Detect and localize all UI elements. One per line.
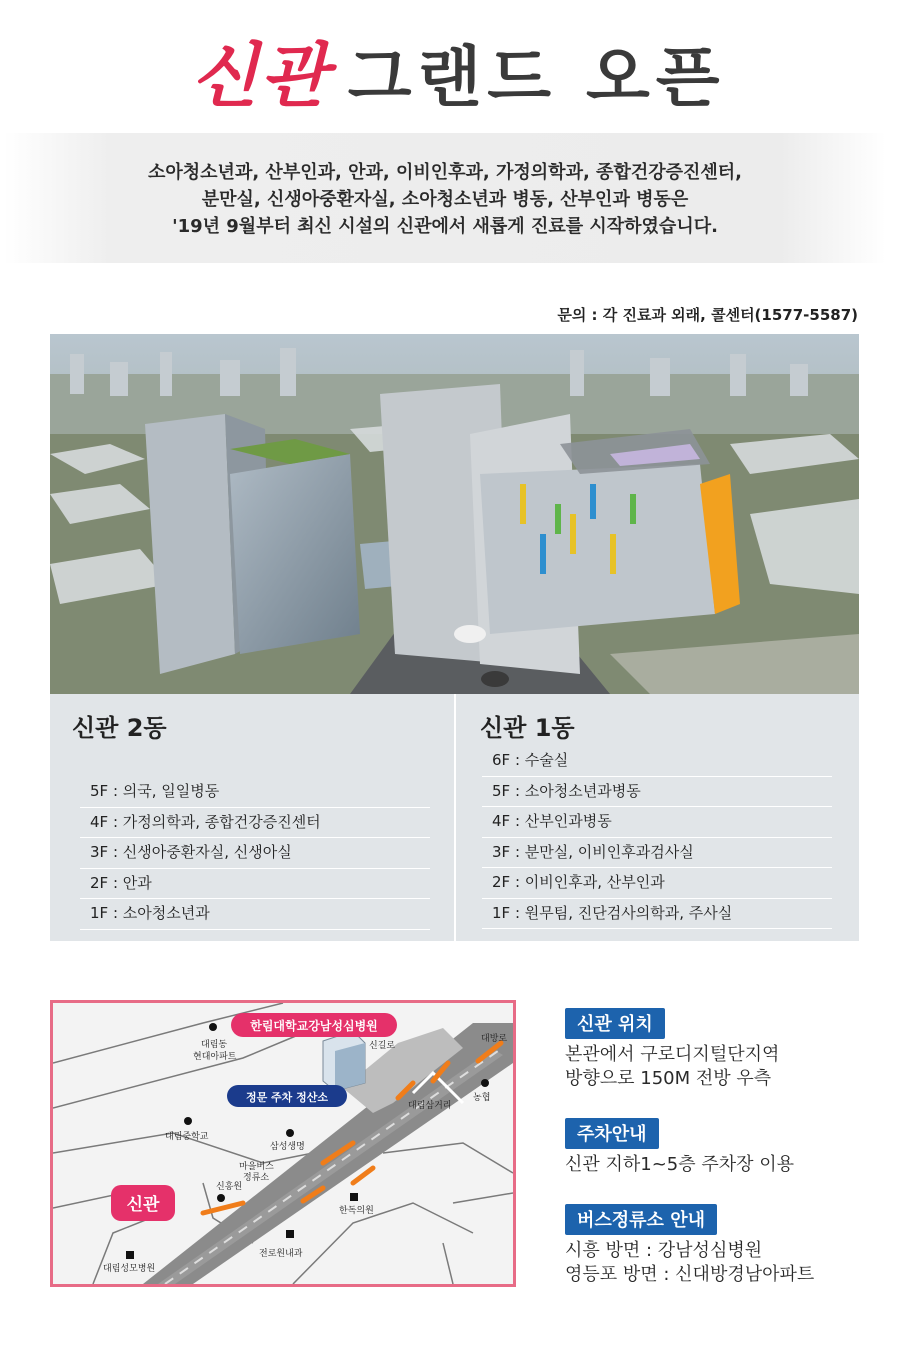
floor-item: 2F : 안과 xyxy=(80,869,430,900)
floor-item: 4F : 산부인과병동 xyxy=(482,807,832,838)
location-line: 방향으로 150M 전방 우측 xyxy=(565,1068,772,1089)
intro-box xyxy=(4,133,886,263)
building-rendering xyxy=(50,334,859,694)
title-accent: 신관 xyxy=(190,34,330,117)
building2-title: 신관 2동 xyxy=(72,714,167,742)
parking-badge: 주차안내 xyxy=(565,1118,659,1149)
info-bus xyxy=(565,1204,895,1287)
building-illustration xyxy=(50,334,859,694)
floor-item: 2F : 이비인후과, 산부인과 xyxy=(482,868,832,899)
floor-directory xyxy=(50,694,859,941)
location-line: 본관에서 구로디지털단지역 xyxy=(565,1044,780,1065)
map-label-daerim-dong: 대림동 xyxy=(201,1040,228,1050)
map-label-bus-stop: 정류소 xyxy=(243,1173,270,1183)
info-location xyxy=(565,1008,895,1091)
intro-line: '19년 9월부터 최신 시설의 신관에서 새롭게 진료를 시작하였습니다. xyxy=(172,216,718,237)
map-label-handok: 한독의원 xyxy=(339,1206,374,1216)
page-title xyxy=(0,20,916,120)
map-gate-label: 정문 주차 정산소 xyxy=(245,1091,329,1104)
map-label-hyundai-apt: 현대아파트 xyxy=(193,1052,237,1062)
building1-title: 신관 1동 xyxy=(480,714,575,742)
floor-item: 3F : 분만실, 이비인후과검사실 xyxy=(482,838,832,869)
building2-floor-list xyxy=(80,777,430,930)
map-hospital-label: 한림대학교강남성심병원 xyxy=(250,1019,378,1033)
map-label-samsung: 삼성생명 xyxy=(270,1142,305,1152)
map-drawing xyxy=(53,1003,513,1284)
info-parking xyxy=(565,1118,895,1177)
map-label-jeonro: 전로원내과 xyxy=(259,1249,303,1259)
map-label-daerim-st-mary: 대림성모병원 xyxy=(103,1264,156,1274)
column-divider xyxy=(454,694,456,941)
intro-line: 분만실, 신생아중환자실, 소아청소년과 병동, 산부인과 병동은 xyxy=(201,189,689,210)
location-badge: 신관 위치 xyxy=(565,1008,665,1039)
bus-line: 시흥 방면 : 강남성심병원 xyxy=(565,1240,763,1261)
map-label-daerim-samgeori: 대림삼거리 xyxy=(408,1101,452,1111)
map-label-singil-ro: 신길로 xyxy=(369,1041,396,1051)
floor-item: 3F : 신생아중환자실, 신생아실 xyxy=(80,838,430,869)
intro-line: 소아청소년과, 산부인과, 안과, 이비인후과, 가정의학과, 종합건강증진센터, xyxy=(148,162,742,183)
contact-info: 문의 : 각 진료과 외래, 콜센터(1577-5587) xyxy=(557,306,858,324)
bus-badge: 버스정류소 안내 xyxy=(565,1204,717,1235)
floor-item: 5F : 의국, 일일병동 xyxy=(80,777,430,808)
bus-line: 영등포 방면 : 신대방경남아파트 xyxy=(565,1264,815,1285)
floor-item: 1F : 소아청소년과 xyxy=(80,899,430,930)
map-label-daebang-ro: 대방로 xyxy=(481,1034,508,1044)
title-rest: 그랜드 오픈 xyxy=(347,39,726,116)
map-new-building-label: 신관 xyxy=(126,1195,160,1215)
floor-item: 1F : 원무팀, 진단검사의학과, 주사실 xyxy=(482,899,832,930)
map-label-sinheung: 신흥원 xyxy=(216,1182,243,1192)
map-label-nonghyup: 농협 xyxy=(473,1093,491,1103)
location-map xyxy=(50,1000,516,1287)
floor-item: 6F : 수술실 xyxy=(482,746,832,777)
building1-floor-list xyxy=(482,746,832,929)
floor-item: 4F : 가정의학과, 종합건강증진센터 xyxy=(80,808,430,839)
map-label-daerim-middle: 대림중학교 xyxy=(165,1132,209,1142)
map-label-village-bus: 마을버스 xyxy=(239,1162,274,1172)
floor-item: 5F : 소아청소년과병동 xyxy=(482,777,832,808)
parking-line: 신관 지하1~5층 주차장 이용 xyxy=(565,1154,795,1175)
